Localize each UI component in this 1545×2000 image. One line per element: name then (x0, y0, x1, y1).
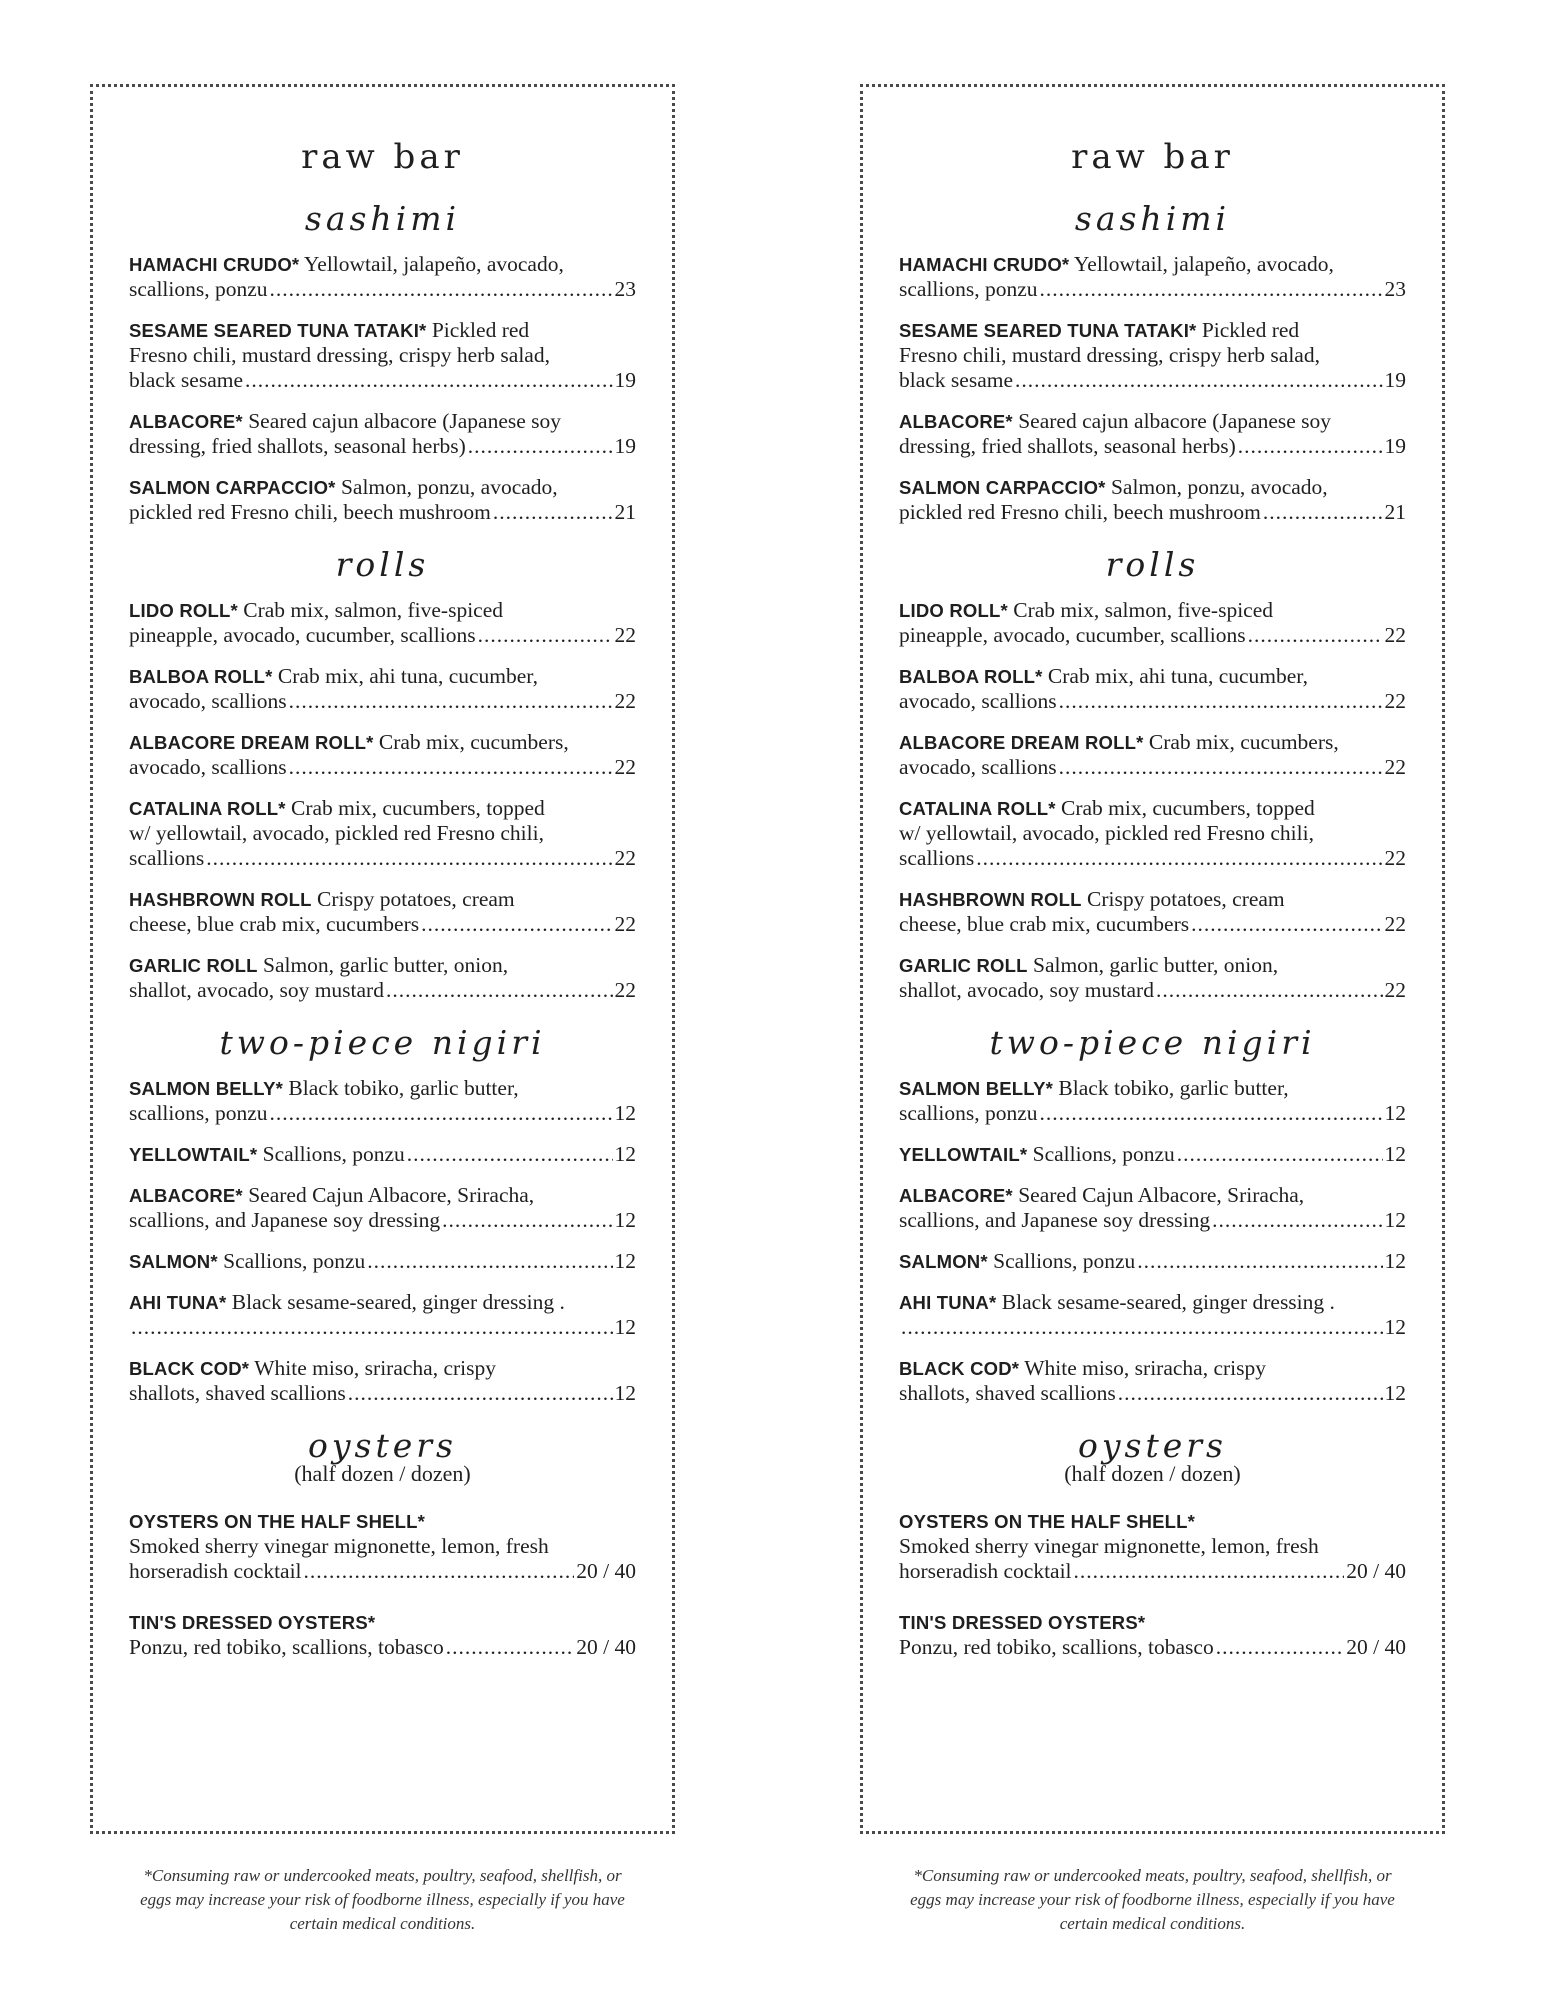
menu-item: BALBOA ROLL* Crab mix, ahi tuna, cucumber, avocado, scallions ..... 22 (899, 664, 1406, 714)
item-price: 19 (1384, 368, 1406, 392)
section-title-sashimi: sashimi (304, 199, 461, 238)
item-price: 19 (614, 368, 636, 392)
item-name: SALMON BELLY* (899, 1078, 1054, 1099)
item-name: ALBACORE DREAM ROLL* (129, 732, 374, 753)
menu-item: SALMON CARPACCIO* Salmon, ponzu, avocado, pickled red Fresno chili, beech mushroom ..... 21 (899, 475, 1406, 525)
menu-item: LIDO ROLL* Crab mix, salmon, five-spiced pineapple, avocado, cucumber, scallions ..... 22 (899, 598, 1406, 648)
item-name: GARLIC ROLL (129, 955, 258, 976)
menu-item: ALBACORE DREAM ROLL* Crab mix, cucumbers, avocado, scallions ..... 22 (899, 730, 1406, 780)
menu-item: OYSTERS ON THE HALF SHELL* Smoked sherry vinegar mignonette, lemon, fresh horseradish cocktail ..... 20 / 40 (129, 1509, 636, 1584)
menu-item: GARLIC ROLL Salmon, garlic butter, onion, shallot, avocado, soy mustard ..... 22 (899, 953, 1406, 1003)
item-price: 12 (1384, 1142, 1406, 1166)
item-name: BLACK COD* (899, 1358, 1020, 1379)
item-price: 20 / 40 (1346, 1559, 1406, 1583)
item-price: 12 (614, 1101, 636, 1125)
item-price: 22 (1384, 912, 1406, 936)
item-price: 22 (614, 912, 636, 936)
item-price: 21 (614, 500, 636, 524)
menu-panel-left (90, 84, 675, 1834)
item-price: 22 (1384, 623, 1406, 647)
item-name: YELLOWTAIL* (899, 1144, 1028, 1165)
menu-item: ALBACORE* Seared cajun albacore (Japanese soy dressing, fried shallots, seasonal herbs) ..... 19 (899, 409, 1406, 459)
item-price: 20 / 40 (1346, 1635, 1406, 1659)
item-name: ALBACORE* (899, 1185, 1013, 1206)
menu-item: SALMON BELLY* Black tobiko, garlic butter, scallions, ponzu ..... 12 (899, 1076, 1406, 1126)
item-name: HAMACHI CRUDO* (899, 254, 1070, 275)
item-name: AHI TUNA* (899, 1292, 997, 1313)
menu-item: LIDO ROLL* Crab mix, salmon, five-spiced pineapple, avocado, cucumber, scallions ..... 22 (129, 598, 636, 648)
item-price: 22 (1384, 689, 1406, 713)
item-price: 19 (614, 434, 636, 458)
item-name: BLACK COD* (129, 1358, 250, 1379)
item-price: 12 (1384, 1315, 1406, 1339)
item-name: AHI TUNA* (129, 1292, 227, 1313)
item-price: 22 (1384, 978, 1406, 1002)
item-price: 19 (1384, 434, 1406, 458)
menu-item: SALMON CARPACCIO* Salmon, ponzu, avocado, pickled red Fresno chili, beech mushroom ..... 21 (129, 475, 636, 525)
menu-item: CATALINA ROLL* Crab mix, cucumbers, topped w/ yellowtail, avocado, pickled red Fresno chili, scallions ..... 22 (129, 796, 636, 871)
menu-title: raw bar (301, 137, 464, 177)
item-price: 20 / 40 (576, 1635, 636, 1659)
menu-item: BLACK COD* White miso, sriracha, crispy shallots, shaved scallions ..... 12 (129, 1356, 636, 1406)
item-price: 23 (1384, 277, 1406, 301)
menu-panel-right (860, 84, 1445, 1834)
item-name: BALBOA ROLL* (899, 666, 1043, 687)
menu-item: TIN'S DRESSED OYSTERS* Ponzu, red tobiko, scallions, tobasco ..... 20 / 40 (899, 1610, 1406, 1660)
disclaimer: *Consuming raw or undercooked meats, poultry, seafood, shellfish, or eggs may increase your risk of foodborne illness, especially if you have certain medical conditions. (910, 1866, 1395, 1933)
item-name: HASHBROWN ROLL (129, 889, 312, 910)
item-price: 22 (614, 689, 636, 713)
item-name: SALMON* (899, 1251, 988, 1272)
menu-item: YELLOWTAIL* Scallions, ponzu ..... 12 (899, 1142, 1406, 1167)
section-title-rolls: rolls (1105, 545, 1200, 584)
item-name: OYSTERS ON THE HALF SHELL* (899, 1511, 1196, 1532)
section-title-nigiri: two-piece nigiri (219, 1023, 546, 1062)
menu-item: ALBACORE* Seared Cajun Albacore, Sriracha, scallions, and Japanese soy dressing ..... 12 (129, 1183, 636, 1233)
item-price: 12 (614, 1315, 636, 1339)
item-price: 12 (614, 1142, 636, 1166)
item-price: 12 (614, 1381, 636, 1405)
menu-item: SESAME SEARED TUNA TATAKI* Pickled red Fresno chili, mustard dressing, crispy herb salad, black sesame ..... 19 (899, 318, 1406, 393)
item-price: 22 (614, 623, 636, 647)
menu-item: AHI TUNA* Black sesame-seared, ginger dressing . ..... 12 (129, 1290, 636, 1340)
menu-title: raw bar (1071, 137, 1234, 177)
menu-item: AHI TUNA* Black sesame-seared, ginger dressing . ..... 12 (899, 1290, 1406, 1340)
menu-item: BLACK COD* White miso, sriracha, crispy shallots, shaved scallions ..... 12 (899, 1356, 1406, 1406)
item-name: LIDO ROLL* (129, 600, 238, 621)
section-subtitle-oysters: (half dozen / dozen) (294, 1461, 471, 1486)
section-title-nigiri: two-piece nigiri (989, 1023, 1316, 1062)
menu-item: SALMON* Scallions, ponzu ..... 12 (129, 1249, 636, 1274)
item-name: ALBACORE* (129, 1185, 243, 1206)
item-name: TIN'S DRESSED OYSTERS* (129, 1612, 376, 1633)
item-name: TIN'S DRESSED OYSTERS* (899, 1612, 1146, 1633)
item-name: CATALINA ROLL* (899, 798, 1056, 819)
item-price: 12 (1384, 1208, 1406, 1232)
item-name: ALBACORE* (899, 411, 1013, 432)
item-price: 12 (1384, 1101, 1406, 1125)
menu-item: ALBACORE DREAM ROLL* Crab mix, cucumbers, avocado, scallions ..... 22 (129, 730, 636, 780)
section-title-rolls: rolls (335, 545, 430, 584)
menu-item: SALMON BELLY* Black tobiko, garlic butter, scallions, ponzu ..... 12 (129, 1076, 636, 1126)
menu-item: HASHBROWN ROLL Crispy potatoes, cream cheese, blue crab mix, cucumbers ..... 22 (129, 887, 636, 937)
item-price: 22 (614, 978, 636, 1002)
item-name: CATALINA ROLL* (129, 798, 286, 819)
item-price: 12 (614, 1208, 636, 1232)
item-price: 20 / 40 (576, 1559, 636, 1583)
item-name: OYSTERS ON THE HALF SHELL* (129, 1511, 426, 1532)
item-name: SESAME SEARED TUNA TATAKI* (899, 320, 1197, 341)
menu-item: HAMACHI CRUDO* Yellowtail, jalapeño, avocado, scallions, ponzu ..... 23 (129, 252, 636, 302)
menu-item: ALBACORE* Seared cajun albacore (Japanese soy dressing, fried shallots, seasonal herbs) ..... 19 (129, 409, 636, 459)
menu-item: YELLOWTAIL* Scallions, ponzu ..... 12 (129, 1142, 636, 1167)
menu-item: ALBACORE* Seared Cajun Albacore, Sriracha, scallions, and Japanese soy dressing ..... 12 (899, 1183, 1406, 1233)
menu-item: HASHBROWN ROLL Crispy potatoes, cream cheese, blue crab mix, cucumbers ..... 22 (899, 887, 1406, 937)
menu-item: HAMACHI CRUDO* Yellowtail, jalapeño, avocado, scallions, ponzu ..... 23 (899, 252, 1406, 302)
item-price: 22 (1384, 755, 1406, 779)
item-name: GARLIC ROLL (899, 955, 1028, 976)
menu-item: GARLIC ROLL Salmon, garlic butter, onion, shallot, avocado, soy mustard ..... 22 (129, 953, 636, 1003)
item-name: LIDO ROLL* (899, 600, 1008, 621)
section-subtitle-oysters: (half dozen / dozen) (1064, 1461, 1241, 1486)
menu-item: OYSTERS ON THE HALF SHELL* Smoked sherry vinegar mignonette, lemon, fresh horseradish cocktail ..... 20 / 40 (899, 1509, 1406, 1584)
menu-item: SALMON* Scallions, ponzu ..... 12 (899, 1249, 1406, 1274)
item-price: 12 (614, 1249, 636, 1273)
menu-item: CATALINA ROLL* Crab mix, cucumbers, topped w/ yellowtail, avocado, pickled red Fresno chili, scallions ..... 22 (899, 796, 1406, 871)
item-name: ALBACORE* (129, 411, 243, 432)
item-price: 22 (614, 755, 636, 779)
item-price: 12 (1384, 1249, 1406, 1273)
menu-item: TIN'S DRESSED OYSTERS* Ponzu, red tobiko, scallions, tobasco ..... 20 / 40 (129, 1610, 636, 1660)
item-name: SALMON* (129, 1251, 218, 1272)
menu-item: SESAME SEARED TUNA TATAKI* Pickled red Fresno chili, mustard dressing, crispy herb salad, black sesame ..... 19 (129, 318, 636, 393)
item-price: 12 (1384, 1381, 1406, 1405)
item-name: SALMON CARPACCIO* (899, 477, 1106, 498)
section-title-oysters: oysters (1078, 1426, 1227, 1465)
item-name: SESAME SEARED TUNA TATAKI* (129, 320, 427, 341)
item-name: ALBACORE DREAM ROLL* (899, 732, 1144, 753)
disclaimer: *Consuming raw or undercooked meats, poultry, seafood, shellfish, or eggs may increase your risk of foodborne illness, especially if you have certain medical conditions. (140, 1866, 625, 1933)
item-price: 22 (1384, 846, 1406, 870)
item-price: 21 (1384, 500, 1406, 524)
item-price: 22 (614, 846, 636, 870)
item-name: SALMON BELLY* (129, 1078, 284, 1099)
section-title-oysters: oysters (308, 1426, 457, 1465)
item-price: 23 (614, 277, 636, 301)
section-title-sashimi: sashimi (1074, 199, 1231, 238)
item-name: SALMON CARPACCIO* (129, 477, 336, 498)
item-name: BALBOA ROLL* (129, 666, 273, 687)
item-name: YELLOWTAIL* (129, 1144, 258, 1165)
menu-item: BALBOA ROLL* Crab mix, ahi tuna, cucumber, avocado, scallions ..... 22 (129, 664, 636, 714)
item-name: HASHBROWN ROLL (899, 889, 1082, 910)
item-name: HAMACHI CRUDO* (129, 254, 300, 275)
